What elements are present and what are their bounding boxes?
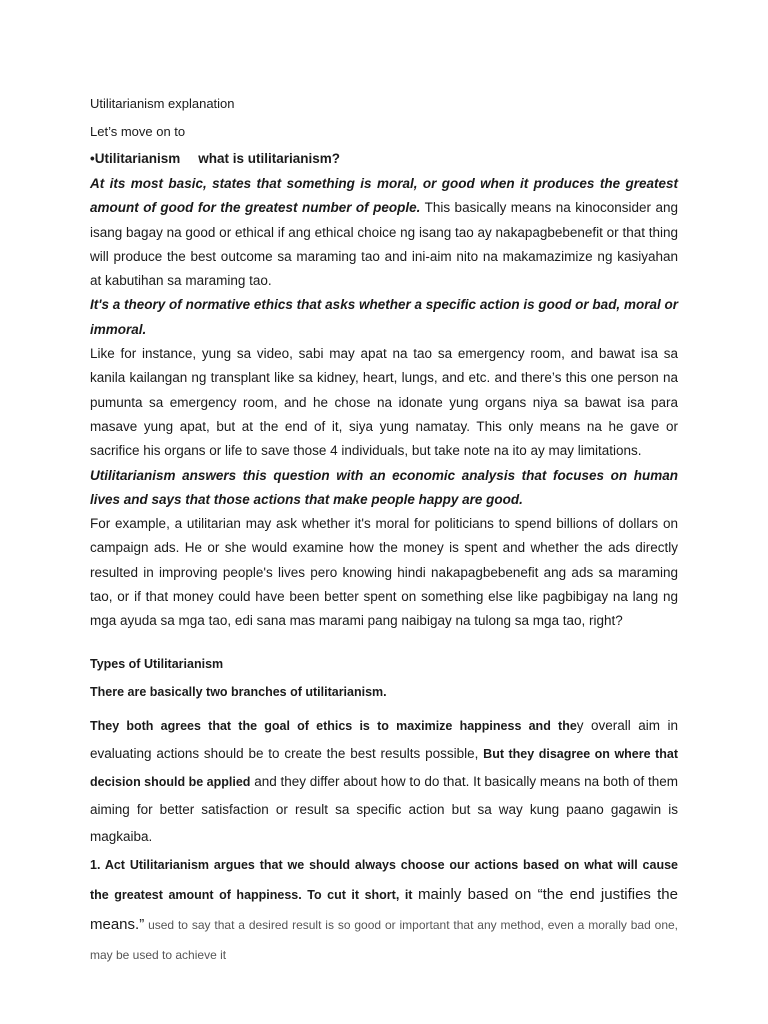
bullet-term: •Utilitarianism [90,151,181,166]
branches-line: There are basically two branches of utilitarianism. [90,684,387,699]
bullet-line [90,150,678,168]
types-heading: Types of Utilitarianism [90,656,224,671]
economic-bold: Utilitarianism answers this question with an economic analysis that focuses on human lives and says that those actions that make people happy are good. [90,467,678,507]
disagree-bold: But they disagree on where that decision should be applied [90,746,679,789]
agree-rest: y overall aim in evaluating actions should be to create the best results possible, [90,717,679,761]
bullet-question: what is utilitarianism? [198,151,341,166]
act-big: mainly based on “the end justifies the means.” [90,885,678,933]
document-page [90,96,678,970]
definition-bold: At its most basic, states that something is moral, or good when it produces the greatest amount of good for the greatest number of people. [90,176,678,216]
paragraph-branches [90,712,678,850]
agree-bold: They both agrees that the goal of ethics is to maximize happiness and the [90,718,577,733]
paragraph-example-video: Like for instance, yung sa video, sabi may apat na tao sa emergency room, and bawat isa sa kanila kailangan ng transplant like sa kidney, heart, lungs, and etc. and there’s this one person na pumunta sa emergency room, and he chose na idonate yung organs niya sa bawat isa para masave yung apat, but at the end of it, siya yung namatay. This only means na he gave or sacrifice his organs or life to save those 4 individuals, but take note na ito ay may limitations. [90,346,678,459]
intro-line: Let’s move on to [90,124,186,139]
paragraph-example-politicians: For example, a utilitarian may ask whether it's moral for politicians to spend billions of dollars on campaign ads. He or she would examine how the money is spent and whether the ads directly resulted in improving people's lives pero knowing hindi nakapagbebenefit ang ads sa maraming tao, or if that money could have been better spent on something else like pagbibigay na lang ng mga ayuda sa mga tao, edi sana mas marami pang naibigay na tulong sa mga tao, right? [90,516,678,629]
act-definition: used to say that a desired result is so good or important that any method, even a morally bad one, may be used to achieve it [90,917,678,962]
definition-rest: This basically means na kinoconsider ang isang bagay na good or ethical if ang ethical choice ng isang tao ay nakapagbebenefit or that thing will produce the best outcome sa maraming tao and ini-aim nito na makamazimize ng kasiyahan at kabutihan sa maraming tao. [90,200,678,289]
act-bold: 1. Act Utilitarianism argues that we should always choose our actions based on what will cause the greatest amount of happiness. To cut it short, it [90,857,678,902]
disagree-rest: and they differ about how to do that. It basically means na both of them aiming for better satisfaction or result sa specific action but sa way kung paano gagawin is magkaiba. [90,773,678,844]
paragraph-definition [90,172,678,293]
paragraph-theory [90,293,678,342]
paragraph-economic [90,464,678,513]
document-title: Utilitarianism explanation [90,96,235,111]
paragraph-act-utilitarianism [90,850,678,970]
theory-bold: It's a theory of normative ethics that asks whether a specific action is good or bad, moral or immoral. [90,297,678,337]
